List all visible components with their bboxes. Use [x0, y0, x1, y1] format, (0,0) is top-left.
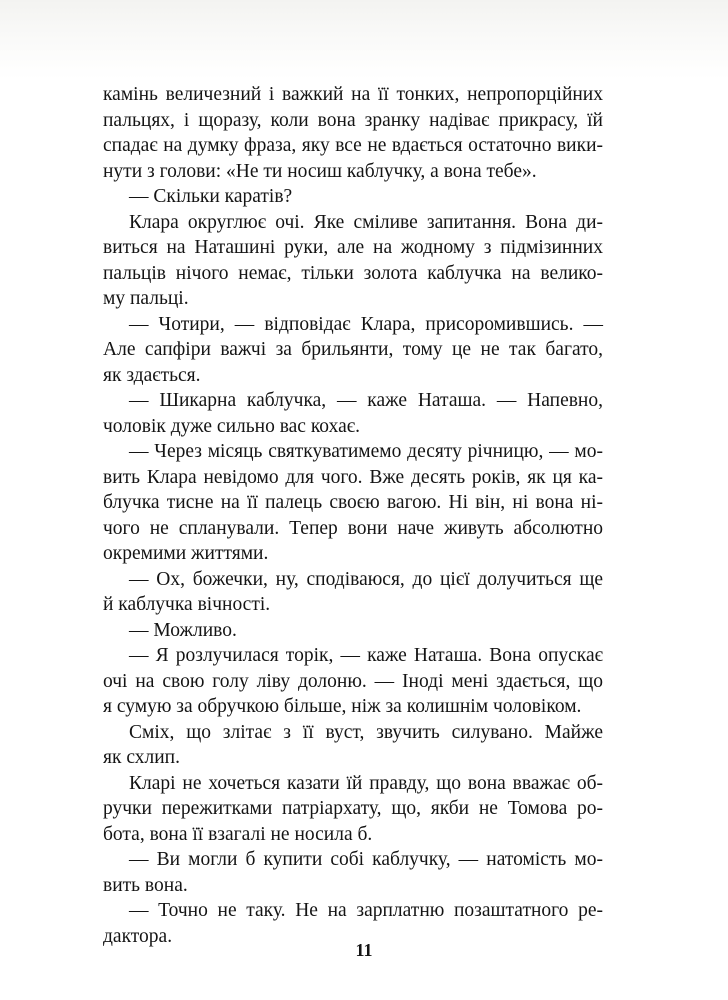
- text-line: як здається.: [103, 364, 201, 386]
- text-line: дактора.: [103, 925, 173, 947]
- text-line: — Можливо.: [129, 619, 237, 641]
- text-line: — Я розлучилася торік, — каже Наташа. Вона опускає: [129, 645, 603, 666]
- text-line: — Ох, божечки, ну, сподіваюся, до цієї долучиться ще: [129, 568, 603, 590]
- text-line: блучка тисне на її палець своєю вагою. Ні він, ні вона ні-: [103, 492, 603, 513]
- text-line: спадає на думку фраза, яку все не вдається остаточно вики-: [103, 135, 603, 156]
- text-line: — Через місяць святкуватимемо десяту річницю, — мо-: [129, 441, 603, 462]
- text-line: нути з голови: «Не ти носиш каблучку, а вона тебе».: [103, 160, 537, 182]
- body-text: [103, 82, 603, 949]
- text-line: — Ви могли б купити собі каблучку, — натомість мо-: [129, 849, 603, 870]
- text-line: — Скільки каратів?: [129, 186, 293, 207]
- text-line: чого не спланували. Тепер вони наче живуть абсолютно: [103, 517, 603, 539]
- text-line: виться на Наташині руки, але на жодному з підмізинних: [103, 237, 603, 258]
- text-line: як схлип.: [103, 747, 180, 768]
- text-line: вить Клара невідомо для чого. Вже десять років, як ця ка-: [103, 466, 603, 488]
- text-line: пальцях, і щоразу, коли вона зранку надіває прикрасу, їй: [103, 109, 603, 131]
- text-line: му пальці.: [103, 288, 189, 309]
- text-line: Але сапфіри важчі за брильянти, тому це не так багато,: [103, 339, 603, 360]
- text-line: окремими життями.: [103, 543, 269, 564]
- text-line: камінь величезний і важкий на її тонких, непропорційних: [103, 84, 603, 105]
- text-line: — Чотири, — відповідає Клара, присоромившись. —: [129, 313, 603, 335]
- text-line: й каблучка вічності.: [103, 594, 271, 615]
- text-line: Сміх, що злітає з її вуст, звучить силувано. Майже: [129, 721, 603, 743]
- text-line: Кларі не хочеться казати їй правду, що вона вважає об-: [129, 772, 603, 794]
- text-line: очі на свою голу ліву долоню. — Іноді мені здається, що: [103, 670, 603, 692]
- text-line: бота, вона її взагалі не носила б.: [103, 823, 373, 845]
- text-line: Клара округлює очі. Яке сміливе запитання. Вона ди-: [129, 211, 603, 233]
- text-line: я сумую за обручкою більше, ніж за колишнім чоловіком.: [103, 696, 582, 717]
- text-line: — Шикарна каблучка, — каже Наташа. — Напевно,: [129, 390, 603, 411]
- text-line: вить вона.: [103, 874, 188, 896]
- text-line: пальців нічого немає, тільки золота каблучка на велико-: [103, 262, 603, 284]
- page-number: 11: [355, 940, 373, 960]
- text-line: чоловік дуже сильно вас кохає.: [103, 415, 360, 437]
- text-line: — Точно не таку. Не на зарплатню позаштатного ре-: [129, 900, 603, 921]
- text-line: ручки пережитками патріархату, що, якби не Томова ро-: [103, 798, 603, 819]
